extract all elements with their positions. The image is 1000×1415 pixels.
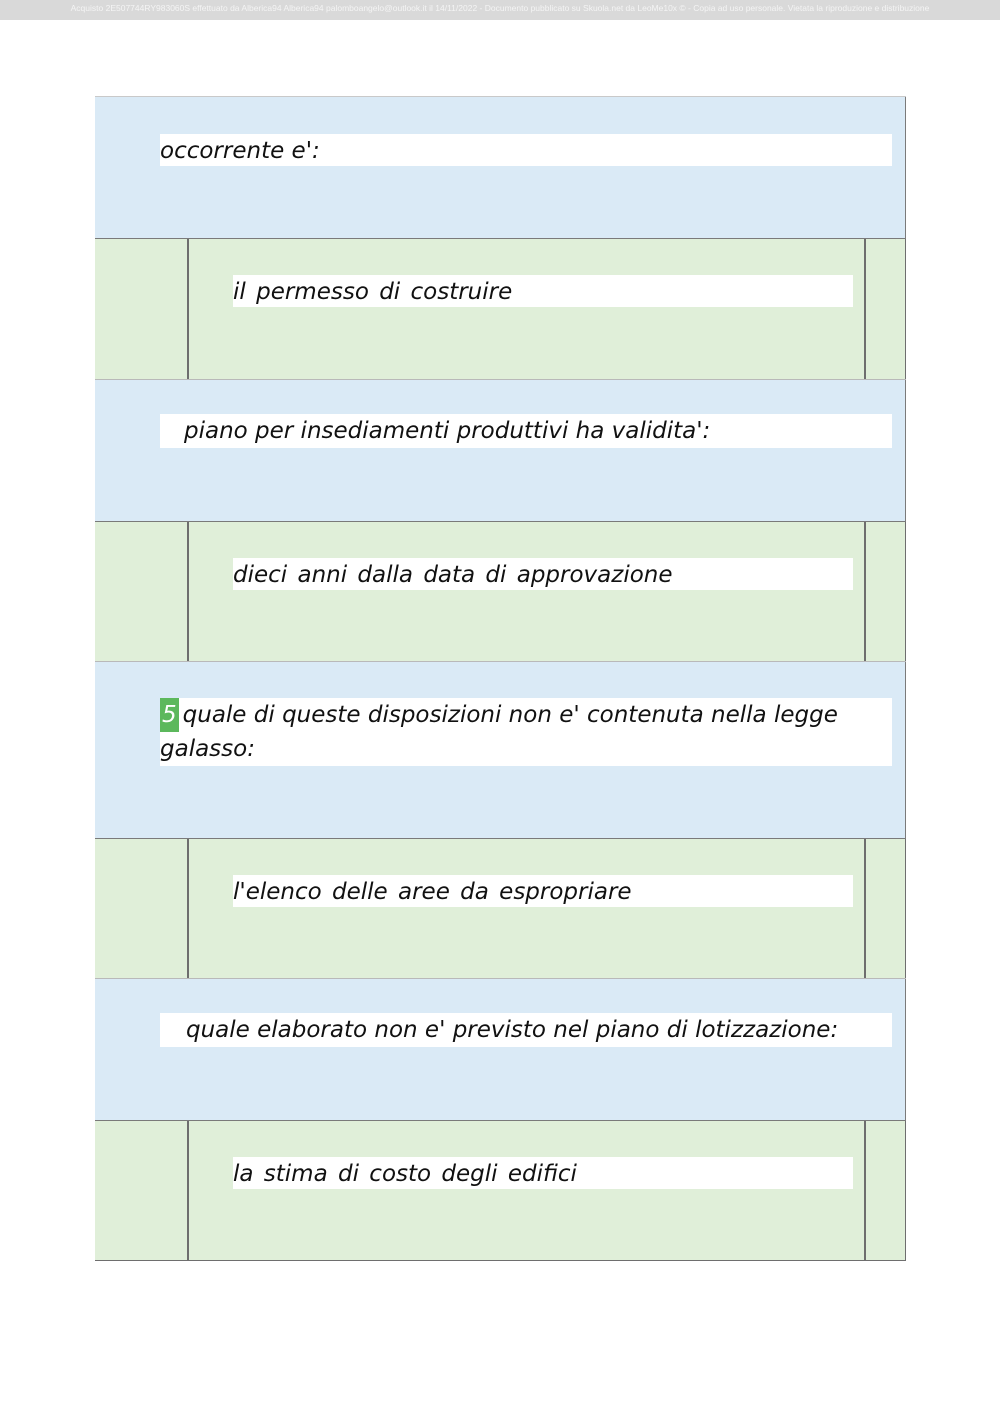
answer-row xyxy=(95,839,906,979)
question-row xyxy=(95,380,906,522)
question-row xyxy=(95,97,906,239)
answer-text-box xyxy=(233,275,853,307)
question-text-box xyxy=(160,1013,892,1047)
answer-row xyxy=(95,1121,906,1261)
column-divider xyxy=(905,839,907,978)
column-divider xyxy=(905,1121,907,1260)
answer-text-box xyxy=(233,558,853,590)
question-row xyxy=(95,662,906,839)
answer-text-box xyxy=(233,1157,853,1189)
question-row xyxy=(95,979,906,1121)
answer-row xyxy=(95,239,906,380)
question-text-line2: galasso: xyxy=(160,736,255,762)
question-text-box xyxy=(160,134,892,166)
column-divider xyxy=(864,239,866,379)
quiz-table xyxy=(95,96,906,1261)
column-divider xyxy=(864,1121,866,1260)
watermark-text: Acquisto 2E507744RY983060S effettuato da Alberica94 Alberica94 palomboangelo@outlook.it il 14/11/2022 - Documento pubblicato su Skuola.net da LeoMe10x © - Copia ad uso personale. Vietata la riproduzione e distribuzione xyxy=(70,3,930,13)
column-divider xyxy=(864,839,866,978)
question-text: quale di queste disposizioni non e' contenuta nella legge xyxy=(182,702,838,728)
question-text: piano per insediamenti produttivi ha validita': xyxy=(184,418,711,444)
column-divider xyxy=(905,522,907,661)
answer-row xyxy=(95,522,906,662)
question-number-badge: 5 xyxy=(160,698,179,732)
column-divider xyxy=(187,522,189,661)
answer-text: il permesso di costruire xyxy=(233,279,513,305)
question-text-box xyxy=(160,414,892,448)
answer-text: l'elenco delle aree da espropriare xyxy=(233,879,632,905)
column-divider xyxy=(187,1121,189,1260)
column-divider xyxy=(187,239,189,379)
answer-text: la stima di costo degli edifici xyxy=(233,1161,577,1187)
column-divider xyxy=(187,839,189,978)
answer-text-box xyxy=(233,875,853,907)
column-divider xyxy=(864,522,866,661)
answer-text: dieci anni dalla data di approvazione xyxy=(233,562,673,588)
question-text: occorrente e': xyxy=(160,138,320,164)
column-divider xyxy=(905,239,907,379)
question-text: quale elaborato non e' previsto nel piano di lotizzazione: xyxy=(186,1017,839,1043)
watermark-bar xyxy=(0,0,1000,20)
question-text-box xyxy=(160,698,892,766)
